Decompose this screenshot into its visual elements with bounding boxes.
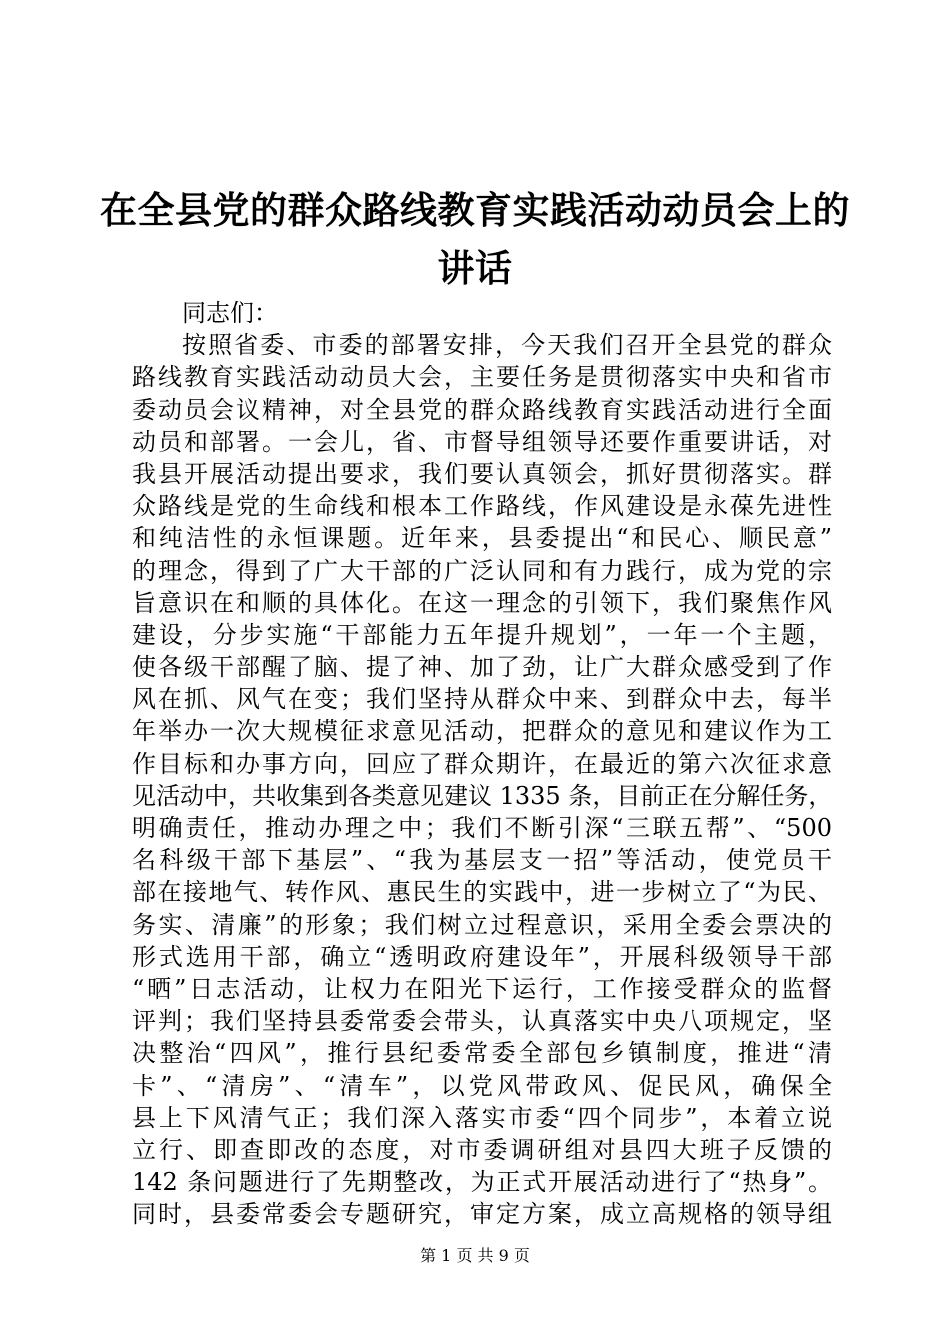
document-title-line-1: 在全县党的群众路线教育实践活动动员会上的	[100, 189, 850, 232]
body-line: 建设，分步实施“干部能力五年提升规划”，一年一个主题，	[132, 620, 832, 649]
body-line: 使各级干部醒了脑、提了神、加了劲，让广大群众感受到了作	[132, 653, 832, 682]
body-line: 路线教育实践活动动员大会，主要任务是贯彻落实中央和省市	[132, 363, 832, 392]
body-line: 我县开展活动提出要求，我们要认真领会，抓好贯彻落实。群	[132, 459, 832, 488]
body-line: 形式选用干部，确立“透明政府建设年”，开展科级领导干部	[132, 942, 832, 971]
body-line: 委动员会议精神，对全县党的群众路线教育实践活动进行全面	[132, 395, 832, 424]
body-line: 同时，县委常委会专题研究，审定方案，成立高规格的领导组	[132, 1200, 832, 1229]
body-line: 见活动中，共收集到各类意见建议 1335 条，目前正在分解任务，	[132, 781, 833, 810]
body-line: 作目标和办事方向，回应了群众期许，在最近的第六次征求意	[132, 749, 832, 778]
body-line: 务实、清廉”的形象；我们树立过程意识，采用全委会票决的	[132, 910, 832, 939]
body-line: 明确责任，推动办理之中；我们不断引深“三联五帮”、“500	[132, 814, 832, 842]
body-line: 部在接地气、转作风、惠民生的实践中，进一步树立了“为民、	[132, 878, 832, 907]
body-line: “晒”日志活动，让权力在阳光下运行，工作接受群众的监督	[132, 974, 832, 1003]
page-footer: 第 1 页 共 9 页	[420, 1246, 530, 1265]
body-line: 众路线是党的生命线和根本工作路线，作风建设是永葆先进性	[132, 492, 832, 521]
body-line: 旨意识在和顺的具体化。在这一理念的引领下，我们聚焦作风	[132, 588, 832, 617]
body-line: 决整治“四风”，推行县纪委常委全部包乡镇制度，推进“清	[132, 1039, 832, 1068]
body-line: 县上下风清气正；我们深入落实市委“四个同步”，本着立说	[132, 1103, 832, 1132]
document-title-line-2: 讲话	[437, 247, 513, 290]
body-line: 卡”、“清房”、“清车”，以党风带政风、促民风，确保全	[132, 1071, 832, 1100]
body-line: 风在抓、风气在变；我们坚持从群众中来、到群众中去，每半	[132, 685, 832, 714]
body-line: 的理念，得到了广大干部的广泛认同和有力践行，成为党的宗	[132, 556, 832, 585]
body-line: 和纯洁性的永恒课题。近年来，县委提出“和民心、顺民意”	[132, 524, 832, 553]
body-line: 立行、即查即改的态度，对市委调研组对县四大班子反馈的	[132, 1135, 832, 1164]
body-line: 评判；我们坚持县委常委会带头，认真落实中央八项规定，坚	[132, 1007, 832, 1036]
body-line: 名科级干部下基层”、“我为基层支一招”等活动，使党员干	[132, 846, 832, 875]
document-body	[132, 297, 832, 1230]
body-line: 动员和部署。一会儿，省、市督导组领导还要作重要讲话，对	[132, 427, 832, 456]
body-line: 年举办一次大规模征求意见活动，把群众的意见和建议作为工	[132, 717, 832, 746]
body-line: 142 条问题进行了先期整改，为正式开展活动进行了“热身”。	[132, 1168, 832, 1197]
salutation: 同志们：	[182, 299, 278, 327]
body-line: 按照省委、市委的部署安排，今天我们召开全县党的群众	[182, 331, 832, 360]
